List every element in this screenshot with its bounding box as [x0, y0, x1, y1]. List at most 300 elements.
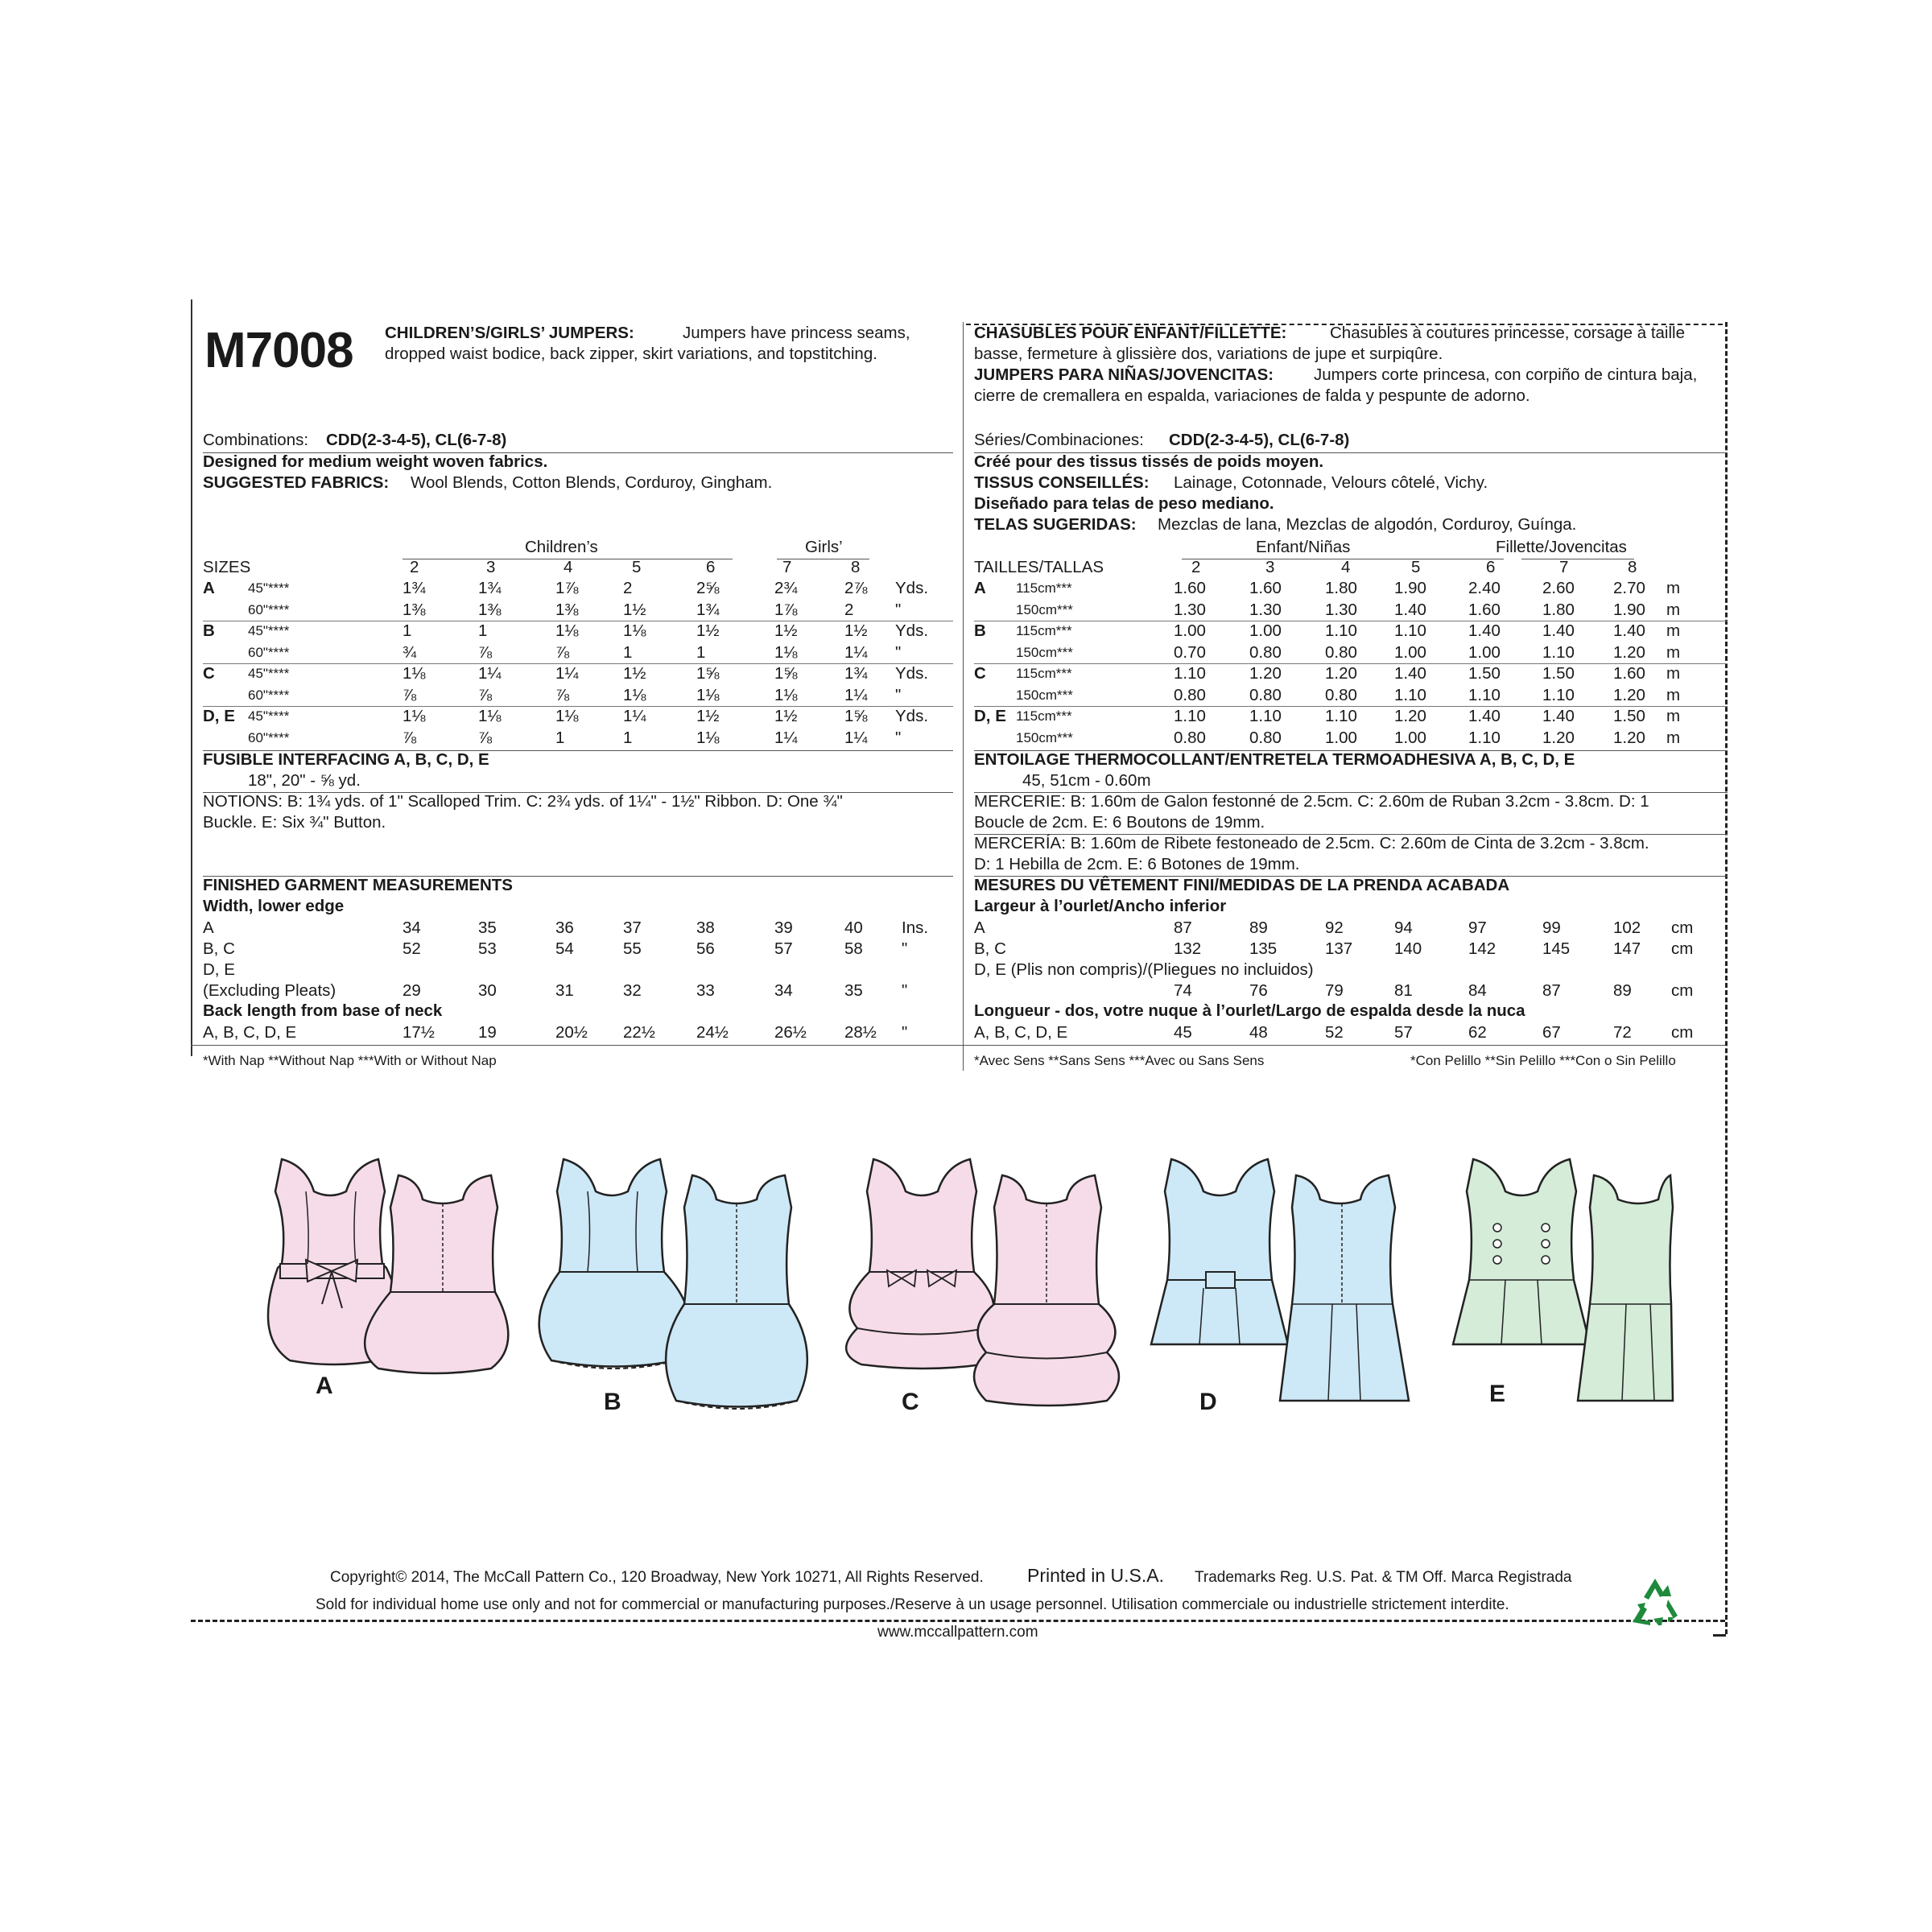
view-a-illustration	[268, 1159, 508, 1373]
yardage-cell: 2¾	[774, 579, 798, 597]
fabrics-fr-value: Lainage, Cotonnade, Velours côtelé, Vichy.	[1174, 473, 1488, 492]
unit-cell: "	[902, 981, 908, 1000]
measurement-cell: 132	[1174, 939, 1202, 958]
measurement-cell: 22½	[623, 1023, 655, 1042]
yardage-cell: 1½	[623, 600, 646, 619]
measurement-row	[974, 960, 1728, 980]
size-cell: 7	[1559, 558, 1569, 576]
yardage-cell: ⅞	[478, 642, 493, 662]
yardage-cell: 1.40	[1394, 664, 1426, 683]
yardage-cell: 1.40	[1613, 621, 1645, 640]
yardage-cell: 1⅛	[555, 621, 579, 640]
view-label-a: A	[316, 1373, 333, 1399]
measurement-label: D, E	[203, 960, 235, 979]
unit-cell: "	[895, 642, 902, 662]
measurement-cell: 54	[555, 939, 574, 958]
interfacing-value: 18", 20" - ⅝ yd.	[248, 771, 361, 790]
title-es-rest-2: cierre de cremallera en espalda, variaciones de falda y pespunte de adorno.	[974, 386, 1530, 405]
yardage-cell: 1¼	[478, 664, 502, 683]
measurement-cell: 140	[1394, 939, 1422, 958]
bottom-dashed-border	[191, 1620, 1725, 1622]
yardage-row	[974, 642, 1728, 663]
unit-cell: Yds.	[895, 621, 929, 640]
view-label-d: D	[1199, 1389, 1217, 1415]
yardage-cell: ¾	[402, 642, 417, 662]
yardage-cell: 2⅝	[696, 579, 720, 597]
yardage-cell: 1.40	[1394, 600, 1426, 619]
footnote-en: *With Nap **Without Nap ***With or Without Nap	[203, 1053, 497, 1068]
yardage-cell: 0.80	[1174, 728, 1206, 747]
yardage-cell: 1.80	[1542, 600, 1575, 619]
measurement-cell: 17½	[402, 1023, 435, 1042]
view-label-c: C	[902, 1389, 919, 1415]
size-cell: 8	[851, 558, 861, 576]
yardage-cell: 1.30	[1325, 600, 1357, 619]
unit-cell: m	[1666, 621, 1681, 640]
yardage-cell: 2	[623, 579, 633, 597]
yardage-cell: 1.10	[1174, 707, 1206, 725]
sizes-label-fr: TAILLES/TALLAS	[974, 558, 1104, 576]
measurement-row	[203, 918, 953, 939]
yardage-cell: 1⅝	[696, 664, 720, 683]
measurement-label: A	[203, 919, 214, 937]
unit-cell: cm	[1671, 939, 1694, 958]
measurement-cell: 52	[402, 939, 421, 958]
combinations-label-fr: Séries/Combinaciones:	[974, 431, 1144, 449]
measurement-label: A	[974, 919, 985, 937]
measurement-cell: 81	[1394, 981, 1413, 1000]
back-length-row	[203, 1022, 953, 1043]
yardage-cell: 2.40	[1468, 579, 1501, 597]
measurement-cell: 48	[1249, 1023, 1268, 1042]
unit-cell: "	[895, 685, 902, 704]
combinations-label: Combinations:	[203, 431, 309, 449]
center-divider	[963, 322, 964, 1071]
unit-cell: m	[1666, 728, 1681, 747]
interfacing-label-fr: ENTOILAGE THERMOCOLLANT/ENTRETELA TERMOADHESIVA A, B, C, D, E	[974, 750, 1575, 769]
fabric-width-cell: 60"****	[248, 644, 290, 660]
yardage-cell: 0.70	[1174, 642, 1206, 662]
footnote-es: *Con Pelillo **Sin Pelillo ***Con o Sin Pelillo	[1410, 1053, 1676, 1068]
size-cell: 6	[1486, 558, 1496, 576]
yardage-row	[974, 728, 1728, 749]
size-cell: 4	[564, 558, 573, 576]
measurement-cell: 35	[478, 919, 497, 937]
yardage-cell: 0.80	[1249, 642, 1282, 662]
yardage-cell: 1.60	[1174, 579, 1206, 597]
notions-line-1: NOTIONS: B: 1¾ yds. of 1" Scalloped Trim. C: 2¾ yds. of 1¼" - 1½" Ribbon. D: One ¾"	[203, 792, 843, 811]
fabric-width-cell: 60"****	[248, 687, 290, 703]
yardage-cell: 1⅞	[555, 579, 579, 597]
measurement-cell: 147	[1613, 939, 1641, 958]
fabric-width-cell: 60"****	[248, 601, 290, 617]
title-fr-rest-1: Chasubles à coutures princesse, corsage à taille	[1330, 324, 1685, 342]
yardage-row	[974, 685, 1728, 706]
yardage-row	[203, 706, 953, 727]
printed-in: Printed in U.S.A.	[1027, 1565, 1165, 1586]
measurement-cell: 28½	[844, 1023, 877, 1042]
yardage-cell: 1.60	[1468, 600, 1501, 619]
unit-cell: "	[895, 728, 902, 747]
measurement-cell: 142	[1468, 939, 1496, 958]
measurement-cell: 58	[844, 939, 863, 958]
measurement-label: A, B, C, D, E	[203, 1023, 297, 1042]
size-cell: 5	[632, 558, 642, 576]
yardage-cell: 1.20	[1613, 728, 1645, 747]
unit-cell: Yds.	[895, 664, 929, 683]
measurement-cell: 32	[623, 981, 642, 1000]
finished-label-fr: MESURES DU VÊTEMENT FINI/MEDIDAS DE LA PRENDA ACABADA	[974, 876, 1510, 894]
yardage-cell: 1¾	[478, 579, 502, 597]
yardage-cell: 1.80	[1325, 579, 1357, 597]
designed-fr: Créé pour des tissus tissés de poids moyen.	[974, 452, 1324, 471]
yardage-cell: 1	[402, 621, 412, 640]
group-children-fr: Enfant/Niñas	[1256, 538, 1351, 556]
unit-cell: Ins.	[902, 919, 929, 937]
merceria-line-1: MERCERÍA: B: 1.60m de Ribete festoneado de 2.5cm. C: 2.60m de Cinta de 3.2cm - 3.8cm.	[974, 834, 1649, 852]
measurement-cell: 55	[623, 939, 642, 958]
unit-cell: Yds.	[895, 579, 929, 597]
yardage-cell: 1¾	[844, 664, 868, 683]
recycle-icon	[1626, 1574, 1684, 1632]
size-cell: 7	[782, 558, 792, 576]
measurement-row	[974, 918, 1728, 939]
unit-cell: "	[902, 1023, 908, 1042]
unit-cell: m	[1666, 664, 1681, 683]
yardage-row	[203, 642, 953, 663]
yardage-cell: 1	[696, 642, 706, 662]
footnote-fr: *Avec Sens **Sans Sens ***Avec ou Sans Sens	[974, 1053, 1265, 1068]
yardage-cell: 0.80	[1249, 685, 1282, 704]
yardage-cell: 1.90	[1394, 579, 1426, 597]
unit-cell: cm	[1671, 919, 1694, 937]
yardage-row	[203, 663, 953, 684]
measurement-cell: 19	[478, 1023, 497, 1042]
combinations-value: CDD(2-3-4-5), CL(6-7-8)	[326, 431, 507, 449]
yardage-cell: 1¼	[774, 728, 798, 747]
website[interactable]: www.mccallpattern.com	[874, 1623, 1042, 1642]
width-label: Width, lower edge	[203, 897, 345, 915]
unit-cell: cm	[1671, 1023, 1694, 1042]
yardage-cell: 1.10	[1468, 685, 1501, 704]
measurement-cell: 89	[1249, 919, 1268, 937]
yardage-row	[974, 663, 1728, 684]
view-cell: D, E	[974, 707, 1006, 725]
title-es-rest-1: Jumpers corte princesa, con corpiño de cintura baja,	[1314, 365, 1698, 384]
fabric-width-cell: 115cm***	[1016, 580, 1072, 596]
fabric-width-cell: 60"****	[248, 729, 290, 745]
yardage-cell: 1.00	[1325, 728, 1357, 747]
sizes-label: SIZES	[203, 558, 251, 576]
fabric-width-cell: 150cm***	[1016, 644, 1073, 660]
yardage-row	[974, 600, 1728, 621]
measurement-cell: 52	[1325, 1023, 1344, 1042]
yardage-cell: 1.20	[1542, 728, 1575, 747]
yardage-cell: 1½	[774, 621, 798, 640]
yardage-cell: 1.20	[1613, 685, 1645, 704]
yardage-cell: 1.40	[1468, 707, 1501, 725]
yardage-cell: ⅞	[555, 642, 570, 662]
yardage-cell: 1¾	[696, 600, 720, 619]
interfacing-label: FUSIBLE INTERFACING A, B, C, D, E	[203, 750, 489, 769]
yardage-cell: 1½	[623, 664, 646, 683]
sizes-row-en	[203, 557, 953, 578]
measurement-cell: 94	[1394, 919, 1413, 937]
measurement-cell: 36	[555, 919, 574, 937]
yardage-cell: 1.10	[1394, 685, 1426, 704]
view-cell: D, E	[203, 707, 235, 725]
measurement-label: (Excluding Pleats)	[203, 981, 336, 1000]
measurement-cell: 26½	[774, 1023, 807, 1042]
size-cell: 5	[1411, 558, 1421, 576]
fabric-width-cell: 45"****	[248, 623, 290, 638]
pattern-number: M7008	[204, 323, 353, 378]
unit-cell: m	[1666, 600, 1681, 619]
yardage-row	[203, 728, 953, 749]
view-cell: C	[974, 664, 986, 683]
measurement-cell: 34	[774, 981, 793, 1000]
yardage-cell: 1.60	[1613, 664, 1645, 683]
measurement-cell: 102	[1613, 919, 1641, 937]
fabric-width-cell: 115cm***	[1016, 623, 1072, 638]
yardage-cell: ⅞	[478, 685, 493, 704]
yardage-cell: 1.40	[1542, 707, 1575, 725]
measurement-cell: 56	[696, 939, 715, 958]
sizes-row-fr	[974, 557, 1728, 578]
group-children: Children’s	[525, 538, 598, 556]
yardage-cell: ⅞	[402, 685, 417, 704]
size-cell: 2	[1191, 558, 1201, 576]
yardage-cell: 1⅛	[555, 707, 579, 725]
unit-cell: m	[1666, 579, 1681, 597]
yardage-cell: 1.10	[1468, 728, 1501, 747]
yardage-cell: 1⅛	[774, 642, 798, 662]
measurement-row	[974, 939, 1728, 960]
yardage-cell: 1.40	[1542, 621, 1575, 640]
size-cell: 4	[1341, 558, 1351, 576]
measurement-row	[203, 980, 953, 1001]
measurement-cell: 34	[402, 919, 421, 937]
back-length-label-fr: Longueur - dos, votre nuque à l’ourlet/Largo de espalda desde la nuca	[974, 1001, 1525, 1020]
unit-cell: m	[1666, 707, 1681, 725]
measurement-cell: 57	[1394, 1023, 1413, 1042]
measurement-cell: 137	[1325, 939, 1353, 958]
yardage-cell: 1	[623, 642, 633, 662]
view-b-illustration	[539, 1159, 807, 1409]
size-cell: 6	[706, 558, 716, 576]
view-cell: A	[203, 579, 215, 597]
yardage-cell: 1⅝	[844, 707, 868, 725]
copyright: Copyright© 2014, The McCall Pattern Co., 120 Broadway, New York 10271, All Rights Reserved.	[330, 1569, 984, 1586]
yardage-cell: 1.00	[1394, 642, 1426, 662]
yardage-cell: 1⅞	[774, 600, 798, 619]
yardage-cell: 0.80	[1249, 728, 1282, 747]
fabric-width-cell: 115cm***	[1016, 666, 1072, 681]
view-label-b: B	[604, 1389, 621, 1415]
yardage-cell: 1.10	[1174, 664, 1206, 683]
interfacing-value-fr: 45, 51cm - 0.60m	[1022, 771, 1151, 790]
yardage-cell: 1½	[696, 621, 720, 640]
unit-cell: m	[1666, 685, 1681, 704]
title-fr-bold: CHASUBLES POUR ENFANT/FILLETTE:	[974, 324, 1287, 342]
back-length-label: Back length from base of neck	[203, 1001, 443, 1020]
yardage-cell: 1.20	[1394, 707, 1426, 725]
yardage-cell: 1.30	[1174, 600, 1206, 619]
measurement-cell: 45	[1174, 1023, 1192, 1042]
yardage-cell: 1.00	[1394, 728, 1426, 747]
yardage-cell: 1.50	[1613, 707, 1645, 725]
finished-label: FINISHED GARMENT MEASUREMENTS	[203, 876, 513, 894]
measurement-cell: 87	[1174, 919, 1192, 937]
yardage-cell: 1	[555, 728, 565, 747]
measurement-row	[974, 980, 1728, 1001]
view-label-e: E	[1489, 1381, 1506, 1407]
measurement-cell: 24½	[696, 1023, 729, 1042]
yardage-cell: 1	[623, 728, 633, 747]
yardage-cell: 1⅛	[623, 685, 646, 704]
measurement-label: D, E (Plis non compris)/(Pliegues no incluidos)	[974, 960, 1314, 979]
trademarks: Trademarks Reg. U.S. Pat. & TM Off. Marca Registrada	[1195, 1569, 1572, 1586]
yardage-cell: 1.20	[1325, 664, 1357, 683]
group-girls-fr: Fillette/Jovencitas	[1496, 538, 1627, 556]
yardage-cell: 1⅜	[402, 600, 426, 619]
yardage-row	[974, 578, 1728, 599]
yardage-cell: 1¼	[844, 685, 868, 704]
measurement-cell: 53	[478, 939, 497, 958]
fabric-width-cell: 150cm***	[1016, 601, 1073, 617]
view-cell: B	[974, 621, 986, 640]
yardage-cell: 1.20	[1249, 664, 1282, 683]
back-length-row	[974, 1022, 1728, 1043]
measurement-cell: 33	[696, 981, 715, 1000]
garment-illustrations	[258, 1143, 1674, 1449]
fabric-width-cell: 45"****	[248, 580, 290, 596]
yardage-row	[974, 621, 1728, 642]
measurement-cell: 145	[1542, 939, 1571, 958]
yardage-cell: 0.80	[1325, 685, 1357, 704]
divider	[191, 1045, 1725, 1046]
yardage-cell: 1⅜	[555, 600, 579, 619]
unit-cell: Yds.	[895, 707, 929, 725]
yardage-cell: 1	[478, 621, 488, 640]
measurement-label: B, C	[974, 939, 1006, 958]
measurement-cell: 87	[1542, 981, 1561, 1000]
fabric-width-cell: 115cm***	[1016, 708, 1072, 724]
size-cell: 3	[486, 558, 496, 576]
title-bold: CHILDREN’S/GIRLS’ JUMPERS:	[385, 324, 634, 342]
yardage-cell: 1.30	[1249, 600, 1282, 619]
measurement-cell: 31	[555, 981, 574, 1000]
measurement-cell: 67	[1542, 1023, 1561, 1042]
yardage-row	[203, 578, 953, 599]
size-cell: 3	[1265, 558, 1275, 576]
yardage-cell: 1⅛	[696, 685, 720, 704]
size-cell: 2	[410, 558, 419, 576]
yardage-cell: 1.10	[1394, 621, 1426, 640]
fabrics-fr-label: TISSUS CONSEILLÉS:	[974, 473, 1150, 492]
fabric-width-cell: 45"****	[248, 666, 290, 681]
notions-line-2: Buckle. E: Six ¾" Button.	[203, 813, 386, 832]
yardage-cell: 1⅛	[478, 707, 502, 725]
yardage-cell: 1½	[696, 707, 720, 725]
yardage-cell: 1.00	[1468, 642, 1501, 662]
measurement-cell: 99	[1542, 919, 1561, 937]
measurement-cell: 57	[774, 939, 793, 958]
view-cell: B	[203, 621, 215, 640]
view-d-illustration	[1151, 1159, 1409, 1401]
measurement-row	[203, 960, 953, 980]
measurement-cell: 79	[1325, 981, 1344, 1000]
unit-cell: cm	[1671, 981, 1694, 1000]
unit-cell: m	[1666, 642, 1681, 662]
yardage-cell: 1.10	[1325, 707, 1357, 725]
measurement-cell: 72	[1613, 1023, 1632, 1042]
measurement-cell: 84	[1468, 981, 1487, 1000]
yardage-cell: 1.10	[1249, 707, 1282, 725]
unit-cell: "	[895, 600, 902, 619]
view-cell: A	[974, 579, 986, 597]
view-c-illustration	[846, 1159, 1119, 1406]
left-border	[191, 299, 192, 1056]
measurement-cell: 35	[844, 981, 863, 1000]
yardage-cell: 1⅛	[774, 685, 798, 704]
measurement-cell: 97	[1468, 919, 1487, 937]
group-girls: Girls’	[805, 538, 843, 556]
yardage-cell: 0.80	[1325, 642, 1357, 662]
designed-text: Designed for medium weight woven fabrics.	[203, 452, 548, 471]
yardage-cell: 1.10	[1542, 685, 1575, 704]
yardage-cell: 1.20	[1613, 642, 1645, 662]
measurement-cell: 37	[623, 919, 642, 937]
fabrics-es-label: TELAS SUGERIDAS:	[974, 515, 1137, 534]
yardage-row	[203, 621, 953, 642]
yardage-cell: 1¼	[623, 707, 646, 725]
title-es-bold: JUMPERS PARA NIÑAS/JOVENCITAS:	[974, 365, 1274, 384]
yardage-cell: 1¼	[844, 642, 868, 662]
unit-cell: "	[902, 939, 908, 958]
measurement-cell: 76	[1249, 981, 1268, 1000]
measurement-cell: 92	[1325, 919, 1344, 937]
fabrics-value: Wool Blends, Cotton Blends, Corduroy, Gingham.	[411, 473, 773, 492]
yardage-row	[203, 685, 953, 706]
measurement-row	[203, 939, 953, 960]
measurement-cell: 29	[402, 981, 421, 1000]
yardage-cell: 1.10	[1325, 621, 1357, 640]
combinations-value-fr: CDD(2-3-4-5), CL(6-7-8)	[1169, 431, 1350, 449]
yardage-cell: 2⅞	[844, 579, 868, 597]
measurement-cell: 30	[478, 981, 497, 1000]
title-rest-1: Jumpers have princess seams,	[683, 324, 910, 342]
mercerie-line-2: Boucle de 2cm. E: 6 Boutons de 19mm.	[974, 813, 1265, 832]
fabrics-label: SUGGESTED FABRICS:	[203, 473, 390, 492]
fabric-width-cell: 150cm***	[1016, 687, 1073, 703]
measurement-cell: 62	[1468, 1023, 1487, 1042]
measurement-cell: 40	[844, 919, 863, 937]
measurement-cell: 20½	[555, 1023, 588, 1042]
yardage-cell: 2.60	[1542, 579, 1575, 597]
yardage-cell: 2	[844, 600, 854, 619]
measurement-label: A, B, C, D, E	[974, 1023, 1068, 1042]
yardage-cell: ⅞	[402, 728, 417, 747]
yardage-row	[974, 706, 1728, 727]
yardage-cell: 1.00	[1249, 621, 1282, 640]
yardage-cell: 1½	[844, 621, 868, 640]
yardage-cell: 1⅛	[402, 707, 426, 725]
yardage-cell: 1.90	[1613, 600, 1645, 619]
yardage-cell: 0.80	[1174, 685, 1206, 704]
size-cell: 8	[1628, 558, 1637, 576]
measurement-cell: 135	[1249, 939, 1278, 958]
